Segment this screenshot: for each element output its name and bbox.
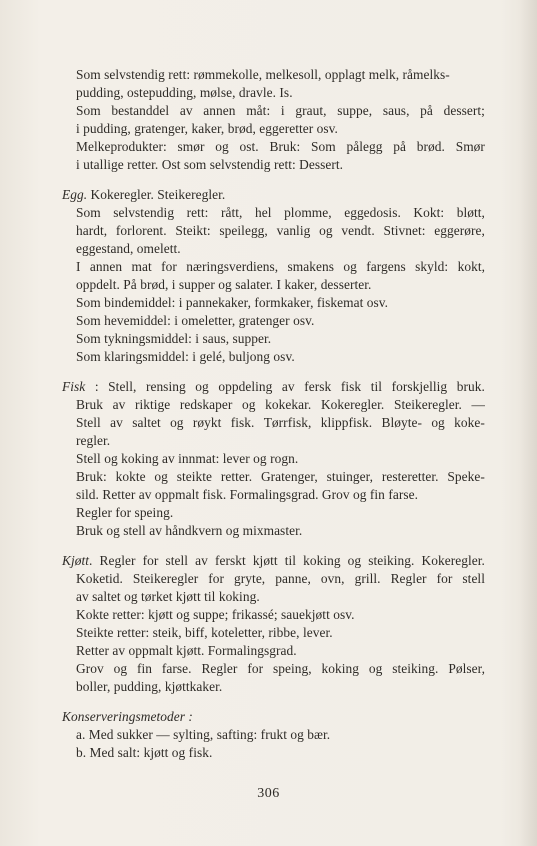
text-line: Som klaringsmiddel: i gelé, buljong osv. xyxy=(76,349,295,364)
text-line: Kjøtt. Regler for stell av ferskt kjøtt til koking og steiking. Kokeregler. xyxy=(62,553,485,568)
text-line: boller, pudding, kjøttkaker. xyxy=(76,679,223,694)
text-line: regler. xyxy=(76,433,111,448)
text-line: Bruk av riktige redskaper og kokekar. Kokeregler. Steikeregler. — xyxy=(76,397,485,412)
text-line: Som hevemiddel: i omeletter, gratenger osv. xyxy=(76,313,315,328)
text-line: Stell og koking av innmat: lever og rogn. xyxy=(76,451,299,466)
text-line: Som bestanddel av annen måt: i graut, suppe, saus, på dessert; xyxy=(76,103,485,118)
text-line: Kokte retter: kjøtt og suppe; frikassé; sauekjøtt osv. xyxy=(76,607,355,622)
text-line: i pudding, gratenger, kaker, brød, eggeretter osv. xyxy=(76,121,338,136)
text-line: hardt, forlorent. Steikt: speilegg, vanlig og vendt. Stivnet: eggerøre, xyxy=(76,223,485,238)
text-line: av saltet og tørket kjøtt til koking. xyxy=(76,589,260,604)
text-line: Melkeprodukter: smør og ost. Bruk: Som pålegg på brød. Smør xyxy=(76,139,485,154)
text-line: Som bindemiddel: i pannekaker, formkaker, fiskemat osv. xyxy=(76,295,389,310)
text-line: eggestand, omelett. xyxy=(76,241,181,256)
text-line: Som selvstendig rett: rømmekolle, melkesoll, opplagt melk, råmelks- xyxy=(76,67,450,82)
text-line: a. Med sukker — sylting, safting: frukt og bær. xyxy=(76,727,331,742)
text-line: Bruk: kokte og steikte retter. Gratenger, stuinger, resteretter. Speke- xyxy=(76,469,485,484)
text-line: oppdelt. På brød, i supper og salater. I kaker, desserter. xyxy=(76,277,372,292)
text-line: Som selvstendig rett: rått, hel plomme, eggedosis. Kokt: bløtt, xyxy=(76,205,485,220)
text-line: Stell av saltet og røykt fisk. Tørrfisk, klippfisk. Bløyte- og koke- xyxy=(76,415,485,430)
text-line: I annen mat for næringsverdiens, smakens og fargens skyld: kokt, xyxy=(76,259,485,274)
text-line: sild. Retter av oppmalt fisk. Formalingsgrad. Grov og fin farse. xyxy=(76,487,418,502)
text-line: Regler for speing. xyxy=(76,505,174,520)
page-number: 306 xyxy=(257,786,280,801)
text-line: Retter av oppmalt kjøtt. Formalingsgrad. xyxy=(76,643,297,658)
page-edge-shadow xyxy=(519,0,537,846)
text-line: b. Med salt: kjøtt og fisk. xyxy=(76,745,213,760)
text-line: Bruk og stell av håndkvern og mixmaster. xyxy=(76,523,303,538)
text-line: Egg. Kokeregler. Steikeregler. xyxy=(62,187,226,202)
text-line: pudding, ostepudding, mølse, dravle. Is. xyxy=(76,85,293,100)
text-line: Koketid. Steikeregler for gryte, panne, ovn, grill. Regler for stell xyxy=(76,571,485,586)
text-line: Som tykningsmiddel: i saus, supper. xyxy=(76,331,272,346)
text-line: Konserveringsmetoder : xyxy=(62,709,193,724)
text-line: Steikte retter: steik, biff, koteletter, ribbe, lever. xyxy=(76,625,333,640)
text-line: Fisk : Stell, rensing og oppdeling av fersk fisk til forskjellig bruk. xyxy=(62,379,485,394)
text-line: i utallige retter. Ost som selvstendig rett: Dessert. xyxy=(76,157,344,172)
text-line: Grov og fin farse. Regler for speing, koking og steiking. Pølser, xyxy=(76,661,485,676)
